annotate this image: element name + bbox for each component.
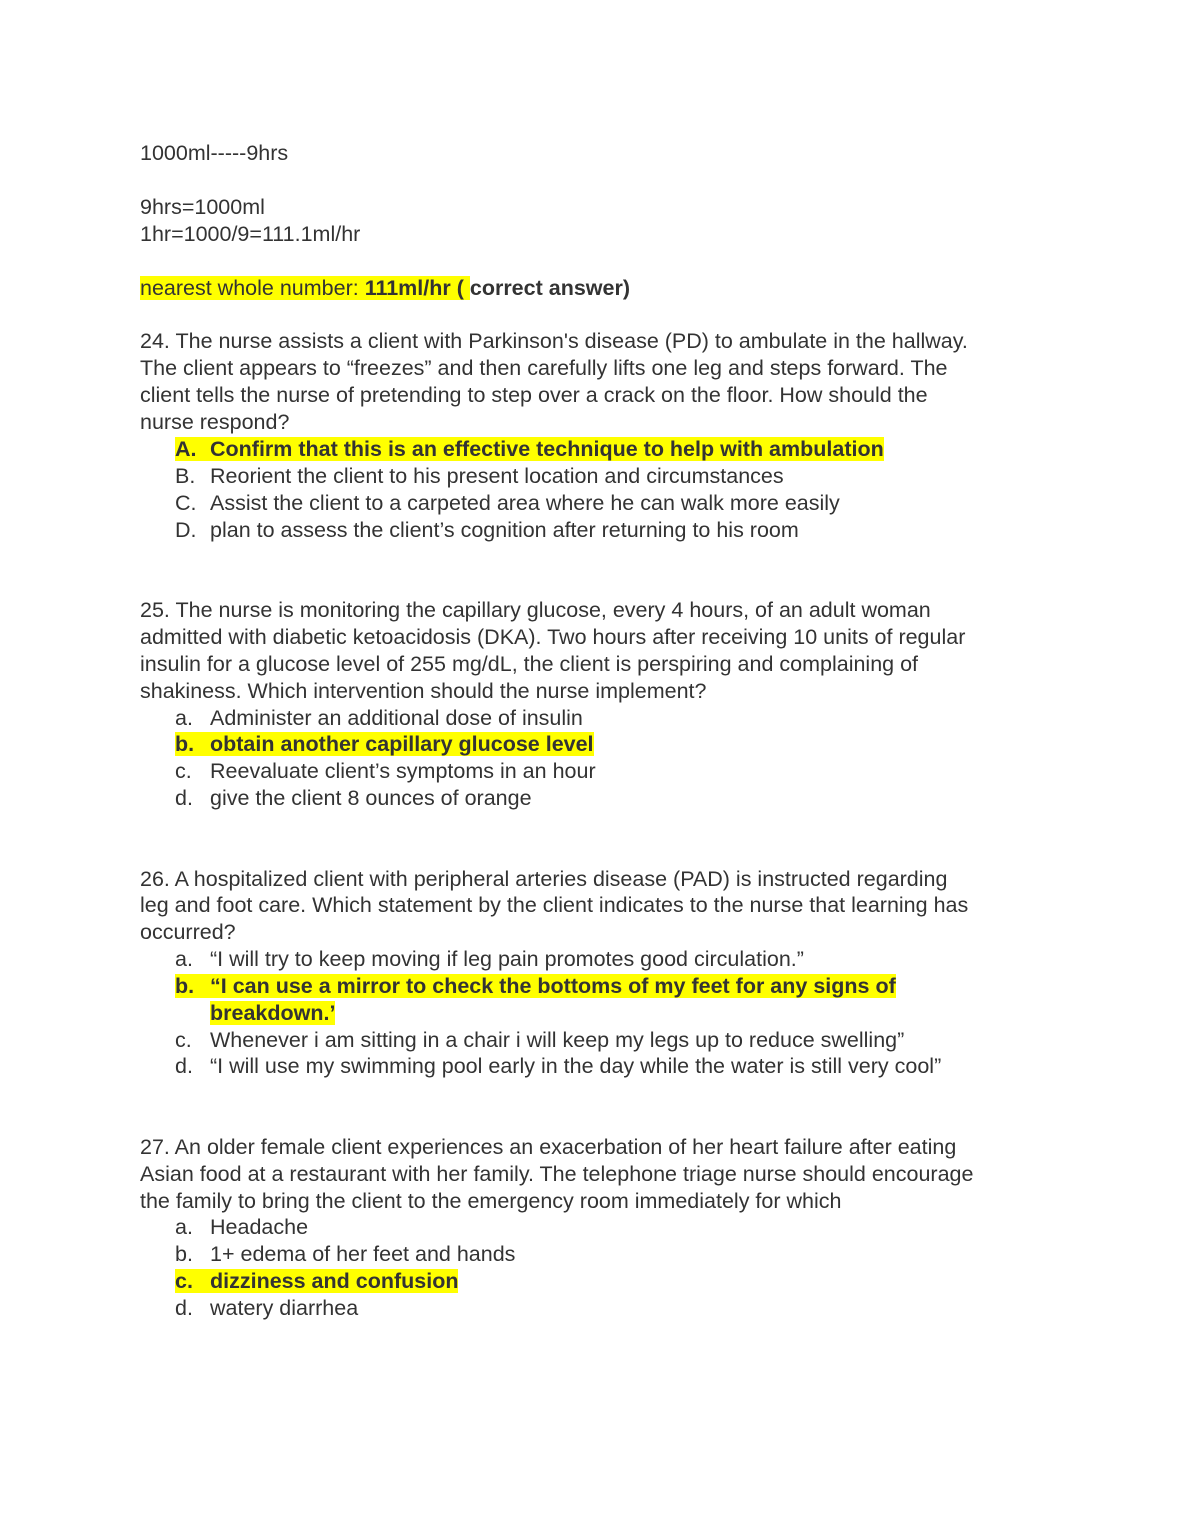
q24-option-a bbox=[175, 436, 884, 463]
answer-suffix: correct answer) bbox=[469, 276, 630, 300]
option-letter: D. bbox=[175, 518, 197, 542]
q26-stem-line: occurred? bbox=[140, 920, 236, 944]
option-letter: c. bbox=[175, 759, 192, 783]
option-letter: c. bbox=[175, 1269, 193, 1293]
option-text: “I will try to keep moving if leg pain promotes good circulation.” bbox=[210, 947, 804, 971]
option-text: Assist the client to a carpeted area where he can walk more easily bbox=[210, 491, 840, 515]
q25-option-a bbox=[175, 705, 583, 732]
option-text: “I can use a mirror to check the bottoms of my feet for any signs of bbox=[210, 974, 896, 998]
q27-stem-line: Asian food at a restaurant with her family. The telephone triage nurse should encourage bbox=[140, 1162, 974, 1186]
q25-stem-line: 25. The nurse is monitoring the capillary glucose, every 4 hours, of an adult woman bbox=[140, 598, 931, 622]
q24-stem-line: The client appears to “freezes” and then carefully lifts one leg and steps forward. The bbox=[140, 356, 948, 380]
q26-option-d bbox=[175, 1053, 941, 1080]
option-letter: b. bbox=[175, 974, 195, 998]
option-letter: c. bbox=[175, 1028, 192, 1052]
q27-stem-line: the family to bring the client to the emergency room immediately for which bbox=[140, 1189, 842, 1213]
option-letter: a. bbox=[175, 706, 193, 730]
option-text: give the client 8 ounces of orange bbox=[210, 786, 532, 810]
q25-stem-line: insulin for a glucose level of 255 mg/dL, the client is perspiring and complaining of bbox=[140, 652, 919, 676]
option-text: Administer an additional dose of insulin bbox=[210, 706, 583, 730]
option-text: Confirm that this is an effective technique to help with ambulation bbox=[210, 437, 884, 461]
option-letter: b. bbox=[175, 1242, 193, 1266]
q26-option-c bbox=[175, 1027, 904, 1054]
q27-option-a bbox=[175, 1214, 308, 1241]
option-letter: d. bbox=[175, 1296, 193, 1320]
answer-value: 111ml/hr ( bbox=[364, 276, 470, 300]
option-text: dizziness and confusion bbox=[210, 1269, 459, 1293]
option-text: obtain another capillary glucose level bbox=[210, 732, 594, 756]
q26-stem-line: 26. A hospitalized client with peripheral arteries disease (PAD) is instructed regarding bbox=[140, 867, 948, 891]
option-letter: d. bbox=[175, 1054, 193, 1078]
q24-stem-line: client tells the nurse of pretending to step over a crack on the floor. How should the bbox=[140, 383, 928, 407]
option-text: plan to assess the client’s cognition after returning to his room bbox=[210, 518, 799, 542]
q27-stem-line: 27. An older female client experiences an exacerbation of her heart failure after eating bbox=[140, 1135, 957, 1159]
q24-option-b bbox=[175, 463, 784, 490]
q25-option-c bbox=[175, 758, 596, 785]
calc-line-2: 9hrs=1000ml bbox=[140, 195, 265, 219]
option-letter: a. bbox=[175, 947, 193, 971]
option-text: breakdown.’ bbox=[210, 1001, 336, 1025]
q26-option-b bbox=[175, 973, 896, 1000]
q25-option-d bbox=[175, 785, 532, 812]
q24-stem-line: 24. The nurse assists a client with Parkinson's disease (PD) to ambulate in the hallway. bbox=[140, 329, 968, 353]
option-letter: a. bbox=[175, 1215, 193, 1239]
option-text: Whenever i am sitting in a chair i will keep my legs up to reduce swelling” bbox=[210, 1028, 905, 1052]
option-text: “I will use my swimming pool early in the day while the water is still very cool” bbox=[210, 1054, 942, 1078]
option-letter: d. bbox=[175, 786, 193, 810]
q25-stem-line: admitted with diabetic ketoacidosis (DKA). Two hours after receiving 10 units of regular bbox=[140, 625, 966, 649]
calc-line-1: 1000ml-----9hrs bbox=[140, 141, 289, 165]
option-letter: A. bbox=[175, 437, 197, 461]
option-text: watery diarrhea bbox=[210, 1296, 359, 1320]
q27-option-d bbox=[175, 1295, 358, 1322]
q27-option-b bbox=[175, 1241, 515, 1268]
option-text: Reorient the client to his present location and circumstances bbox=[210, 464, 784, 488]
option-letter: b. bbox=[175, 732, 195, 756]
q26-stem-line: leg and foot care. Which statement by the client indicates to the nurse that learning has bbox=[140, 893, 969, 917]
option-text: Reevaluate client’s symptoms in an hour bbox=[210, 759, 596, 783]
q24-stem-line: nurse respond? bbox=[140, 410, 290, 434]
option-text: 1+ edema of her feet and hands bbox=[210, 1242, 516, 1266]
q25-option-b bbox=[175, 731, 594, 758]
option-letter: B. bbox=[175, 464, 196, 488]
q24-option-d bbox=[175, 517, 799, 544]
option-letter: C. bbox=[175, 491, 197, 515]
q26-option-a bbox=[175, 946, 804, 973]
q25-stem-line: shakiness. Which intervention should the nurse implement? bbox=[140, 679, 707, 703]
q24-option-c bbox=[175, 490, 840, 517]
q26-option-b-continued bbox=[210, 1000, 335, 1027]
option-text: Headache bbox=[210, 1215, 309, 1239]
q27-option-c bbox=[175, 1268, 458, 1295]
calc-line-3: 1hr=1000/9=111.1ml/hr bbox=[140, 222, 361, 246]
answer-prefix: nearest whole number: bbox=[140, 276, 365, 300]
calc-answer bbox=[140, 275, 630, 302]
